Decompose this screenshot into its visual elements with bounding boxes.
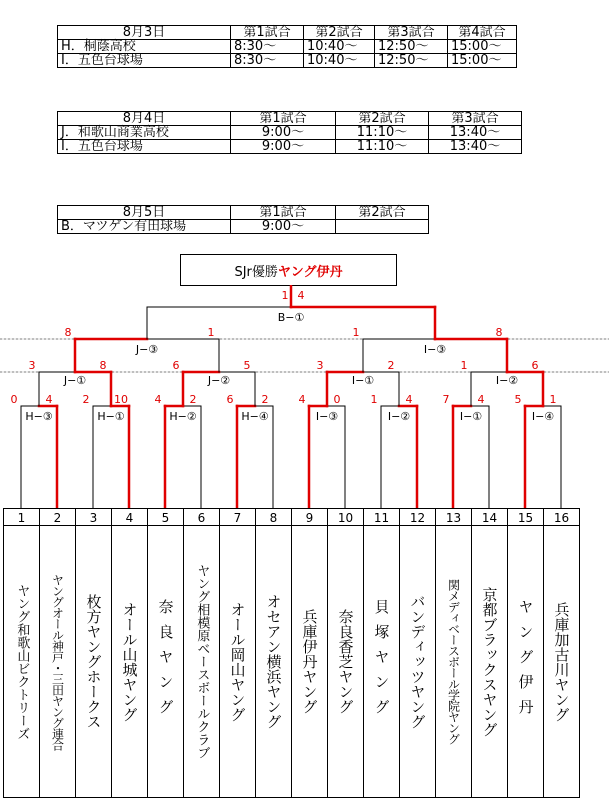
game-header: 第3試合 [429, 112, 522, 126]
match-label: I−② [495, 374, 519, 387]
score-right: 0 [333, 393, 341, 406]
game-header: 第1試合 [231, 206, 336, 220]
match-label: I−② [387, 410, 411, 423]
score-right: 8 [99, 359, 107, 372]
score-right: 1 [207, 326, 215, 339]
start-time: 9:00～ [231, 126, 336, 140]
game-header: 第4試合 [448, 26, 517, 40]
start-time: 15:00～ [448, 40, 517, 54]
team-name: オセアン横浜ヤング [255, 526, 291, 798]
start-time: 13:40～ [429, 140, 522, 154]
start-time: 10:40～ [304, 40, 375, 54]
team-number: 11 [363, 508, 399, 526]
team-number: 7 [219, 508, 255, 526]
start-time: 9:00～ [231, 220, 336, 234]
score-right: 5 [243, 359, 251, 372]
score-right: 10 [114, 393, 128, 406]
score-left: 6 [226, 393, 234, 406]
schedule-date: 8月3日 [58, 26, 231, 40]
game-header: 第3試合 [375, 26, 448, 40]
team-name: ヤングオール神戸・三田ヤング連合 [39, 526, 75, 798]
start-time: 9:00～ [231, 140, 336, 154]
score-right: 2 [387, 359, 395, 372]
champion-title [180, 254, 397, 286]
team-name: 奈良香芝ヤング [327, 526, 363, 798]
match-label: I−③ [423, 343, 447, 356]
start-time: 11:10～ [336, 140, 429, 154]
match-label: H−③ [25, 410, 53, 423]
start-time: 8:30～ [231, 54, 304, 68]
start-time: 12:50～ [375, 40, 448, 54]
champion-team: ヤング伊丹 [277, 264, 343, 280]
score-right: 4 [477, 393, 485, 406]
tournament-bracket [0, 285, 609, 509]
team-name: 貝塚ヤング [363, 526, 399, 798]
game-header: 第2試合 [336, 206, 429, 220]
score-left: 5 [514, 393, 522, 406]
score-left: 3 [316, 359, 324, 372]
schedule-table-aug3 [57, 25, 517, 68]
start-time [336, 220, 429, 234]
team-number: 1 [3, 508, 39, 526]
match-label: I−③ [315, 410, 339, 423]
team-name: 奈良ヤング [147, 526, 183, 798]
team-name: バンディッツヤング [399, 526, 435, 798]
team-number: 10 [327, 508, 363, 526]
score-left: 4 [298, 393, 306, 406]
match-label: J−③ [135, 343, 159, 356]
score-left: 7 [442, 393, 450, 406]
score-right: 4 [297, 289, 305, 302]
game-header: 第1試合 [231, 112, 336, 126]
score-right: 8 [495, 326, 503, 339]
match-label: H−② [169, 410, 197, 423]
team-number: 15 [507, 508, 543, 526]
score-left: 1 [281, 289, 289, 302]
match-label: I−① [459, 410, 483, 423]
venue-name: H．桐蔭高校 [58, 40, 231, 54]
game-header: 第2試合 [304, 26, 375, 40]
score-left: 8 [64, 326, 72, 339]
match-label: I−① [351, 374, 375, 387]
score-right: 6 [531, 359, 539, 372]
team-name: ヤング和歌山ビクトリーズ [3, 526, 39, 798]
champion-prefix: SJr優勝 [234, 264, 278, 280]
team-list [0, 508, 609, 798]
team-name: オール山城ヤング [111, 526, 147, 798]
score-right: 1 [549, 393, 557, 406]
team-name: ヤング相模原ベースボールクラブ [183, 526, 219, 798]
team-name: オール岡山ヤング [219, 526, 255, 798]
start-time: 12:50～ [375, 54, 448, 68]
schedule-table-aug4 [57, 111, 522, 154]
match-label: J−② [207, 374, 231, 387]
match-label: H−④ [241, 410, 269, 423]
game-header: 第1試合 [231, 26, 304, 40]
team-number: 6 [183, 508, 219, 526]
team-name: 京都ブラックスヤング [471, 526, 507, 798]
team-name: 兵庫伊丹ヤング [291, 526, 327, 798]
team-name: 関メディベースボール学院ヤング [435, 526, 471, 798]
score-right: 4 [45, 393, 53, 406]
team-number: 12 [399, 508, 435, 526]
team-name: ヤング伊丹 [507, 526, 543, 798]
team-number: 14 [471, 508, 507, 526]
score-left: 3 [28, 359, 36, 372]
match-label: H−① [97, 410, 125, 423]
venue-name: J．和歌山商業高校 [58, 126, 231, 140]
team-number: 13 [435, 508, 471, 526]
start-time: 8:30～ [231, 40, 304, 54]
team-number: 8 [255, 508, 291, 526]
score-left: 2 [82, 393, 90, 406]
score-left: 0 [10, 393, 18, 406]
start-time: 15:00～ [448, 54, 517, 68]
schedule-date: 8月5日 [58, 206, 231, 220]
score-right: 4 [405, 393, 413, 406]
venue-name: I．五色台球場 [58, 54, 231, 68]
schedule-date: 8月4日 [58, 112, 231, 126]
score-left: 1 [370, 393, 378, 406]
start-time: 13:40～ [429, 126, 522, 140]
team-name: 枚方ヤングホークス [75, 526, 111, 798]
team-number: 16 [543, 508, 580, 526]
match-label: I−④ [531, 410, 555, 423]
match-label: B−① [277, 311, 305, 324]
team-number: 4 [111, 508, 147, 526]
score-right: 2 [261, 393, 269, 406]
venue-name: I．五色台球場 [58, 140, 231, 154]
score-right: 2 [189, 393, 197, 406]
score-left: 6 [172, 359, 180, 372]
schedule-table-aug5 [57, 205, 429, 234]
score-left: 1 [460, 359, 468, 372]
team-number: 5 [147, 508, 183, 526]
team-name: 兵庫加古川ヤング [543, 526, 580, 798]
start-time: 11:10～ [336, 126, 429, 140]
start-time: 10:40～ [304, 54, 375, 68]
game-header: 第2試合 [336, 112, 429, 126]
score-left: 1 [352, 326, 360, 339]
team-number: 9 [291, 508, 327, 526]
team-number: 2 [39, 508, 75, 526]
score-left: 4 [154, 393, 162, 406]
team-number: 3 [75, 508, 111, 526]
venue-name: B．マツゲン有田球場 [58, 220, 231, 234]
match-label: J−① [63, 374, 87, 387]
